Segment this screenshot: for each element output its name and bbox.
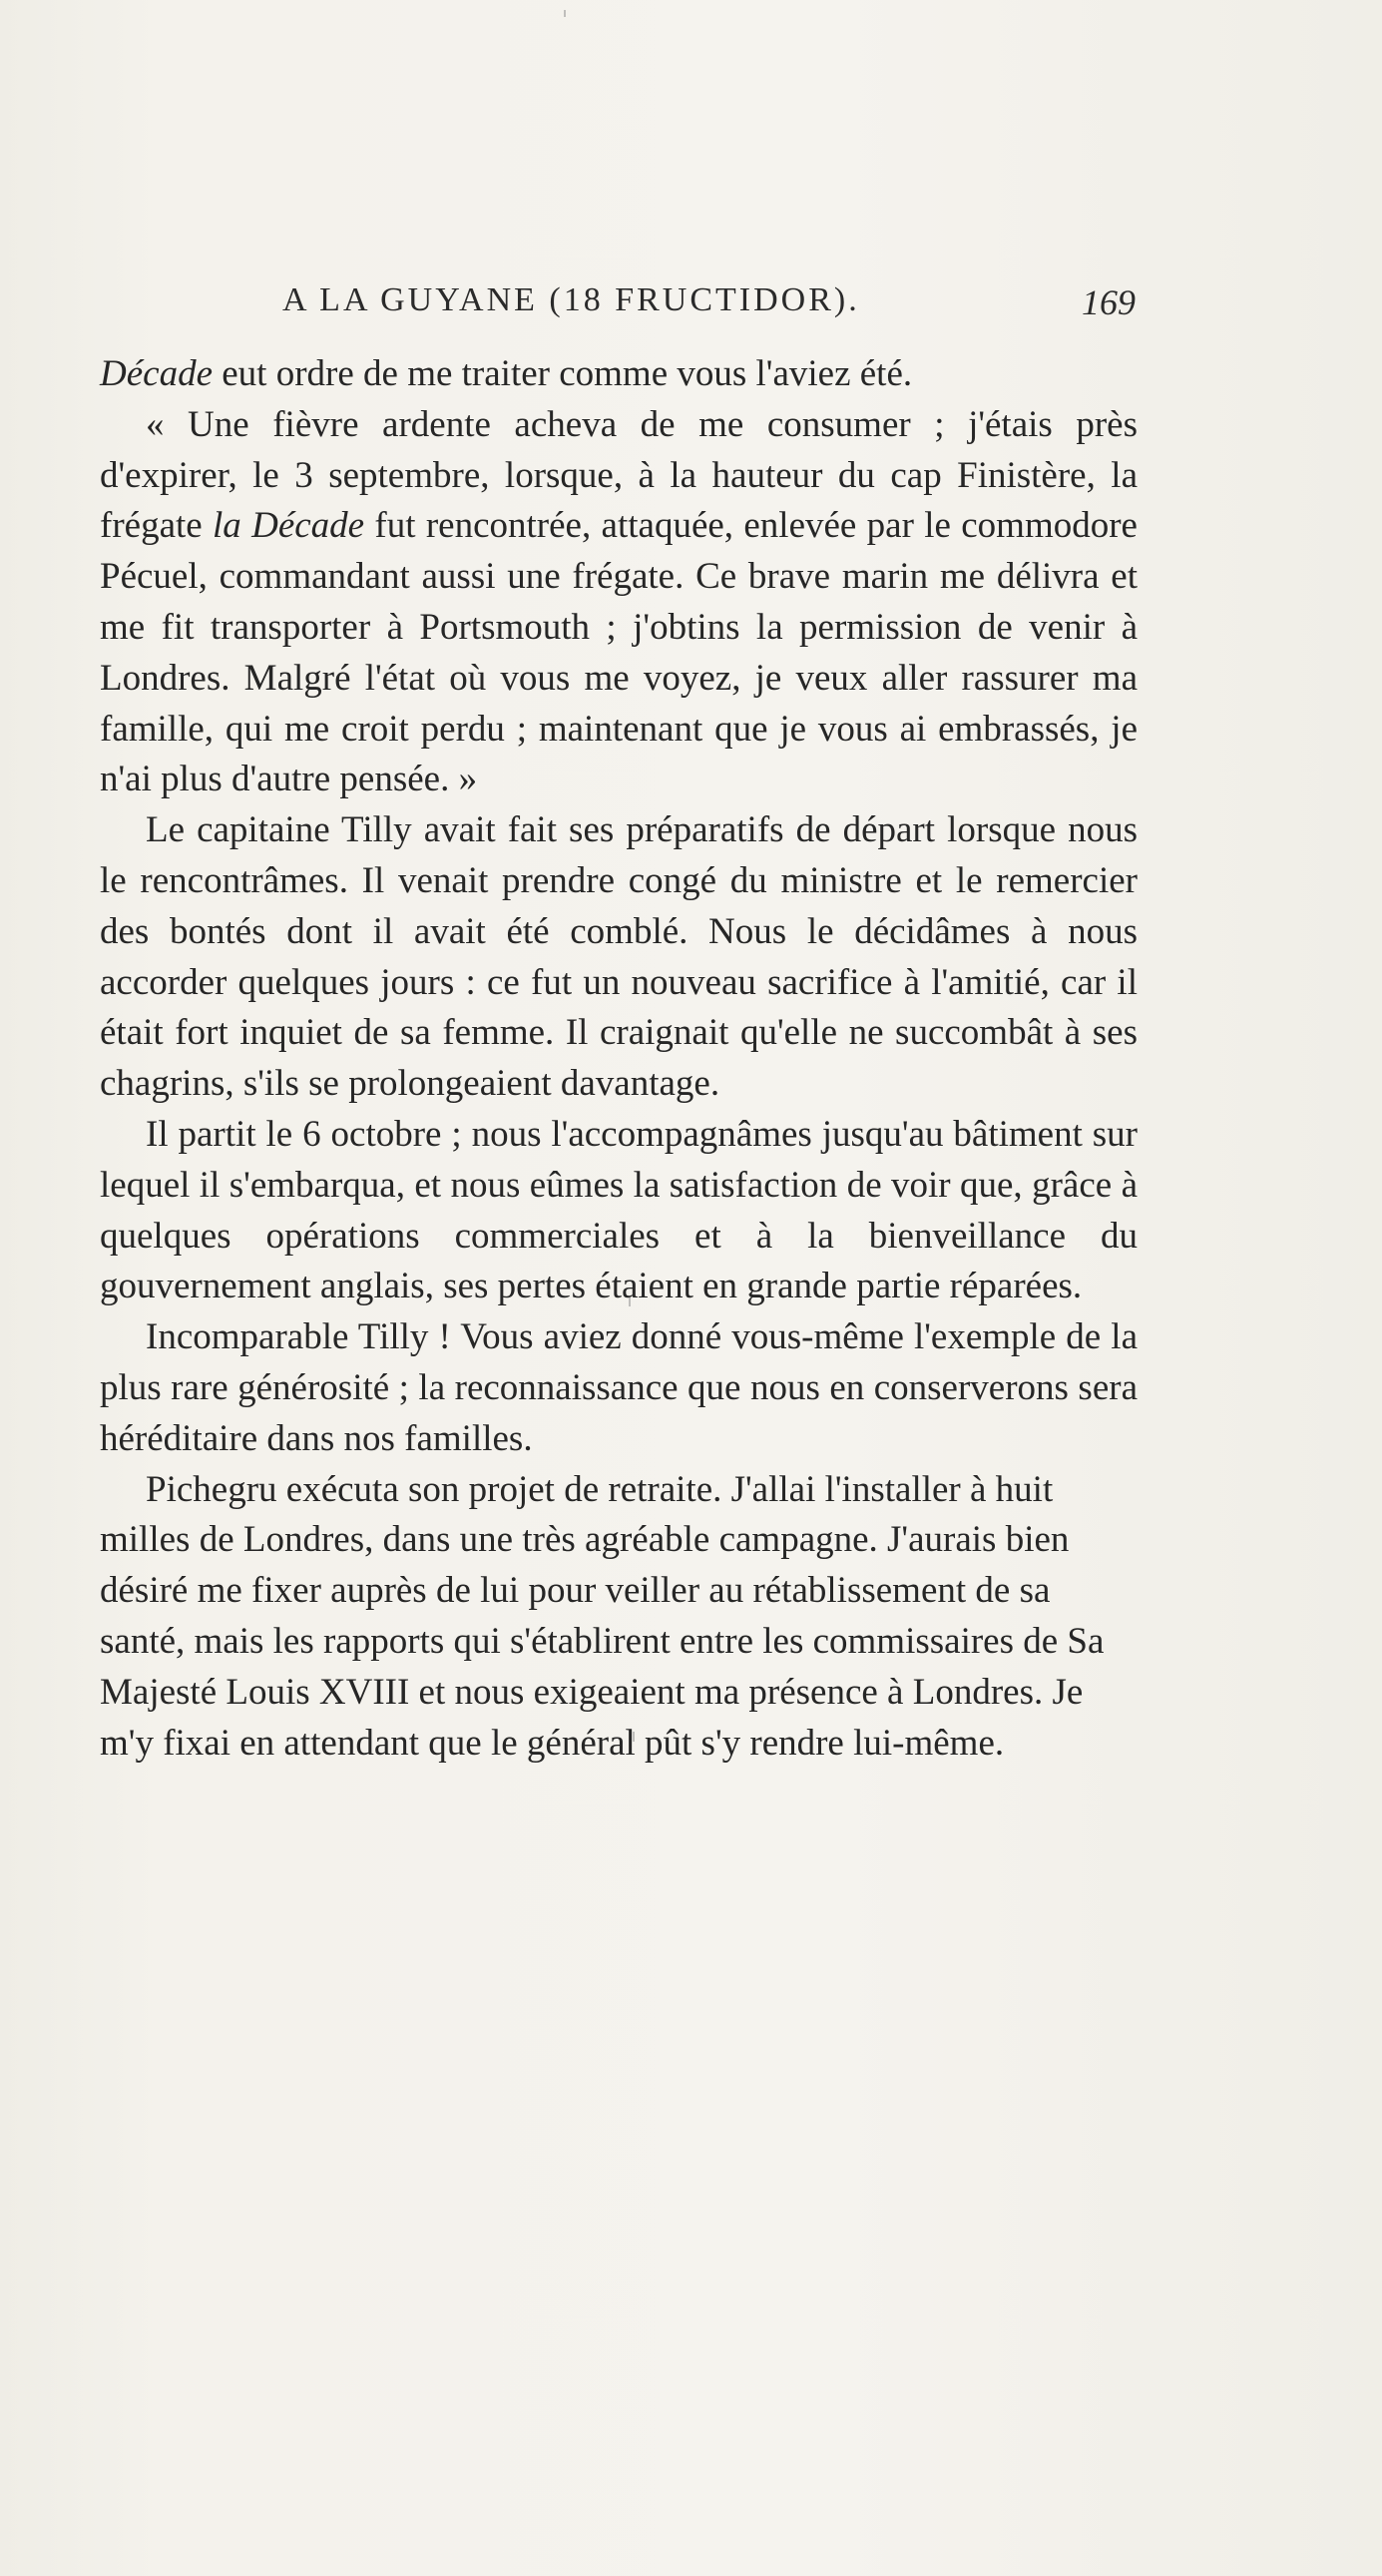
paragraph — [100, 1312, 1138, 1464]
text-run: « Une fièvre ardente acheva de me consumer ; j'étais près d'expirer, le 3 septembre, lorsque, à la hauteur du cap Finistère, la frégate — [100, 403, 1138, 547]
page-header — [282, 281, 1136, 331]
text-run: Incomparable Tilly ! Vous aviez donné vous-même l'exemple de la plus rare générosité ; la reconnaissance que nous en conserverons sera héréditaire dans nos familles. — [100, 1316, 1138, 1459]
italic-text: Décade — [100, 353, 213, 394]
paragraph — [100, 805, 1138, 1110]
body-text — [100, 349, 1138, 1769]
paragraph — [100, 1465, 1138, 1770]
text-run: Le capitaine Tilly avait fait ses préparatifs de départ lorsque nous le rencontrâmes. Il venait prendre congé du ministre et le remercier des bontés dont il avait été comblé. Nous le décidâmes à nous accorder quelques jours : ce fut un nouveau sacrifice à l'amitié, car il était fort inquiet de sa femme. Il craignait qu'elle ne succombât à ses chagrins, s'ils se prolongeaient davantage. — [100, 809, 1138, 1105]
italic-text: la Décade — [213, 505, 365, 547]
text-run: fut rencontrée, attaquée, enlevée par le commodore Pécuel, commandant aussi une frégate. Ce brave marin me délivra et me fit transporter à Portsmouth ; j'obtins la permission de venir à Londres. Malgré l'état où vous me voyez, je veux aller rassurer ma famille, qui me croit perdu ; maintenant que je vous ai embrassés, je n'ai plus d'autre pensée. » — [100, 505, 1138, 800]
text-run: Pichegru exécuta son projet de retraite. J'allai l'installer à huit milles de Londres, dans une très agréable campagne. J'aurais bien désiré me fixer auprès de lui pour veiller au rétablissement de sa santé, mais les rapports qui s'établirent entre les commissaires de Sa Majesté Louis XVIII et nous exigeaient ma présence à Londres. Je m'y fixai en attendant que le général pût s'y rendre lui-même. — [100, 1468, 1105, 1764]
page-number: 169 — [1082, 282, 1136, 322]
text-run: Il partit le 6 octobre ; nous l'accompagnâmes jusqu'au bâtiment sur lequel il s'embarqua, et nous eûmes la satisfaction de voir que, grâce à quelques opérations commerciales et à la bienveillance du gouvernement anglais, ses pertes étaient en grande partie réparées. — [100, 1113, 1138, 1307]
running-head: A LA GUYANE (18 FRUCTIDOR). — [282, 281, 860, 318]
paragraph — [100, 1110, 1138, 1312]
text-run: eut ordre de me traiter comme vous l'aviez été. — [213, 353, 913, 394]
paragraph — [100, 349, 1138, 400]
paper-speck — [564, 10, 566, 17]
paragraph — [100, 400, 1138, 805]
